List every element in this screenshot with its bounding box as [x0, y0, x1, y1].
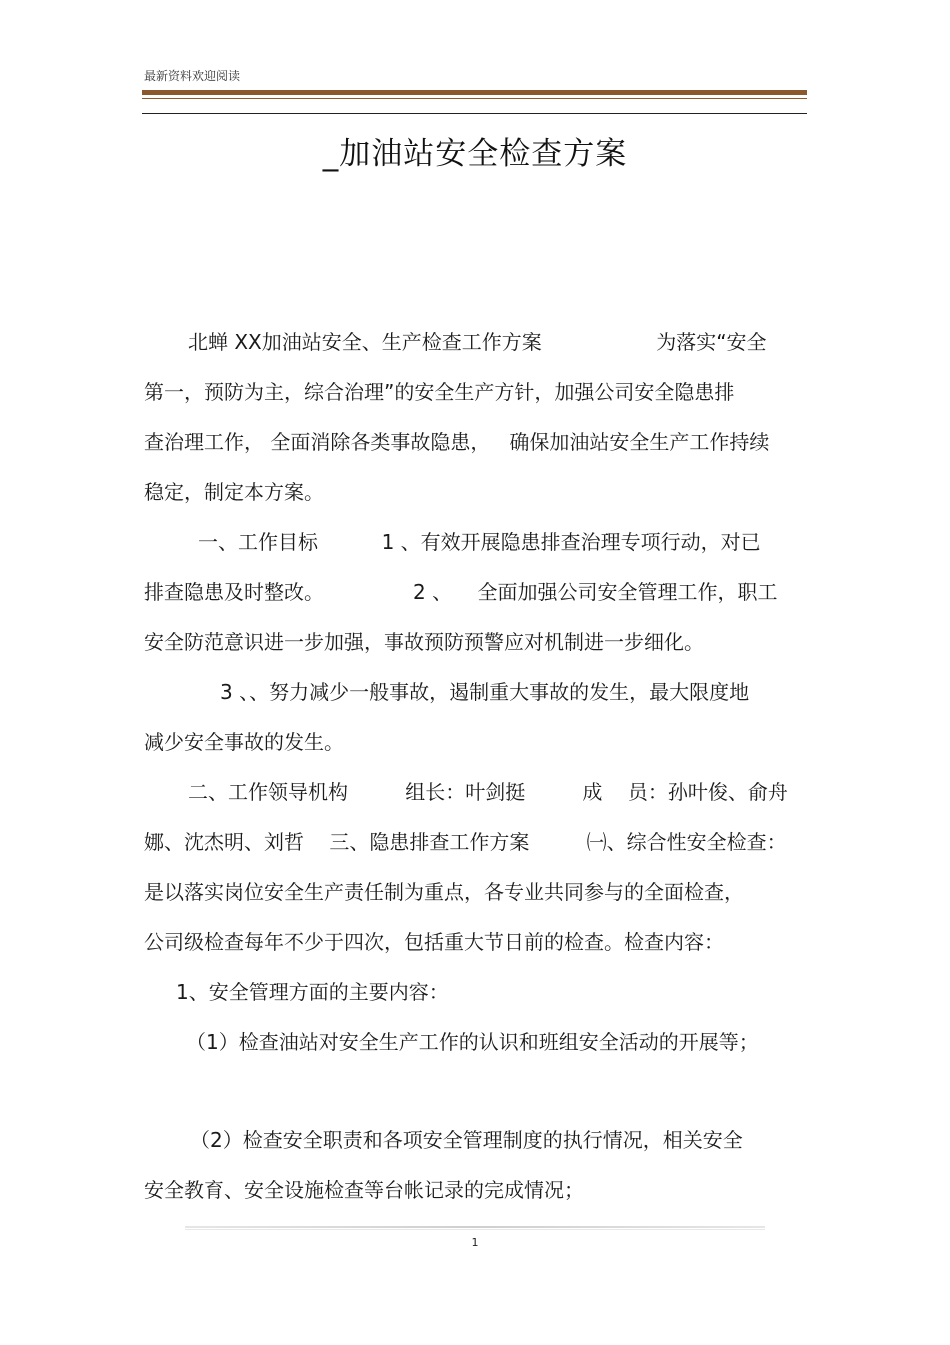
body-line: （2）检查安全职责和各项安全管理制度的执行情况，相关安全 [190, 1128, 743, 1152]
body-line: 排查隐患及时整改。 2 、 全面加强公司安全管理工作，职工 [144, 580, 778, 604]
body-line: 安全防范意识进一步加强，事故预防预警应对机制进一步细化。 [144, 630, 704, 654]
body-line: 北蝉 XX加油站安全、生产检查工作方案 为落实“安全 [188, 330, 767, 354]
running-header: 最新资料欢迎阅读 [144, 69, 241, 83]
document-title: _加油站安全检查方案 [322, 136, 628, 172]
body-line: 是以落实岗位安全生产责任制为重点，各专业共同参与的全面检查， [144, 880, 744, 904]
body-line: 公司级检查每年不少于四次，包括重大节日前的检查。检查内容： [144, 930, 724, 954]
body-line: 稳定，制定本方案。 [144, 480, 324, 504]
body-line: 一、工作目标 1 、有效开展隐患排查治理专项行动，对已 [198, 530, 761, 554]
body-line: 第一，预防为主，综合治理”的安全生产方针，加强公司安全隐患排 [144, 380, 735, 404]
body-line: 减少安全事故的发生。 [144, 730, 344, 754]
header-rule-thick [142, 90, 807, 95]
body-line: 二、工作领导机构 组长：叶剑挺 成 员：孙叶俊、俞舟 [188, 780, 788, 804]
body-line: 娜、沈杰明、刘哲 三、隐患排查工作方案 ㈠、综合性安全检查： [144, 830, 787, 854]
page-number: 1 [471, 1236, 479, 1249]
body-line: （1）检查油站对安全生产工作的认识和班组安全活动的开展等； [186, 1030, 759, 1054]
header-rule-thin [142, 98, 807, 99]
footer-rule-light [185, 1229, 765, 1230]
body-line: 查治理工作， 全面消除各类事故隐患， 确保加油站安全生产工作持续 [144, 430, 770, 454]
footer-rule [185, 1226, 765, 1228]
header-rule-black [142, 113, 807, 114]
body-line: 1、安全管理方面的主要内容： [176, 980, 449, 1004]
body-line: 3 、、努力减少一般事故，遏制重大事故的发生，最大限度地 [220, 680, 750, 704]
body-line: 安全教育、安全设施检查等台帐记录的完成情况； [144, 1178, 584, 1202]
